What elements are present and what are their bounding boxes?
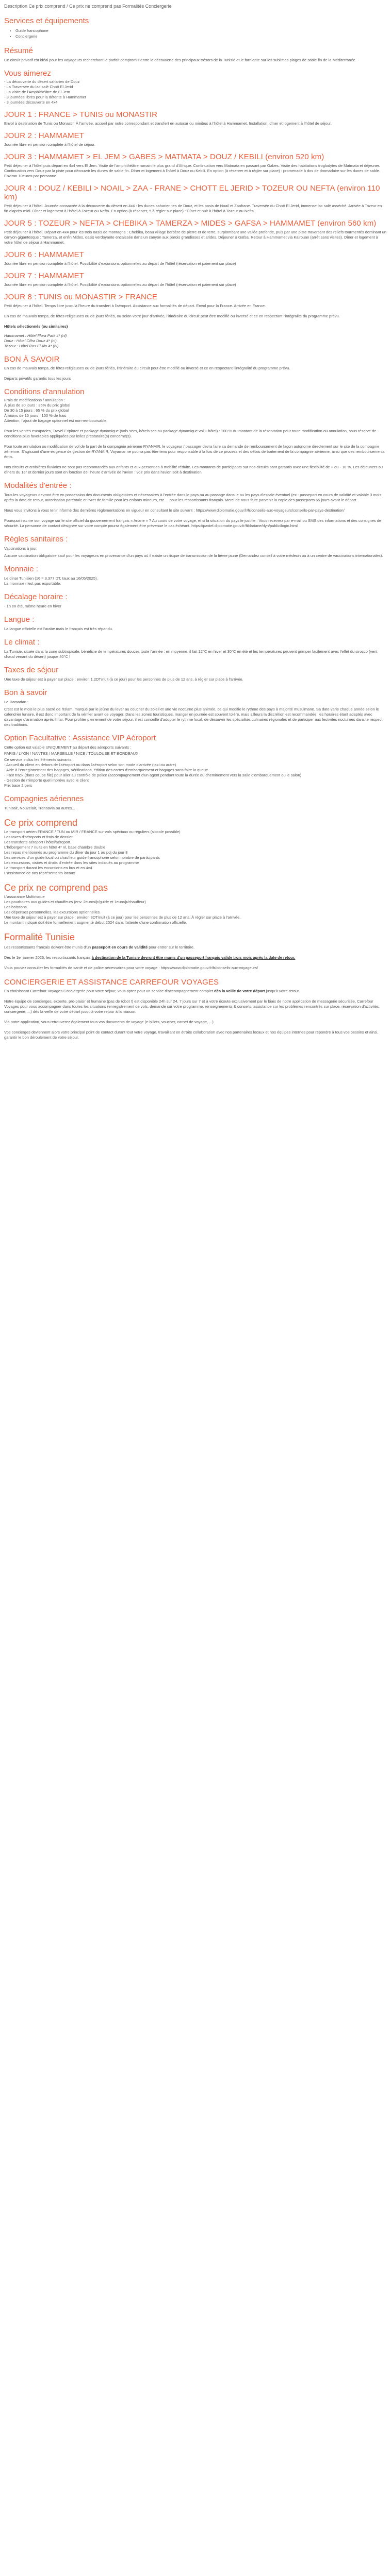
list-item: De 30 à 15 jours : 65 % du prix global bbox=[4, 408, 69, 413]
jour4-title: JOUR 4 : DOUZ / KEBILI > NOAIL > ZAA - FRANE > CHOTT EL JERID > TOZEUR OU NEFTA (environ 110 km) bbox=[4, 184, 380, 201]
vous-aimerez-section bbox=[4, 69, 387, 105]
formalite-text: Dès le 1er janvier 2025, les ressortissants français bbox=[4, 955, 92, 960]
list-item: Le dinar Tunisien (1€ = 3,377 DT, taux au 16/05/2025). bbox=[4, 576, 98, 581]
list-item: - 3 journées libres pour la détente à Hammamet bbox=[4, 95, 86, 99]
list-item: Les boissons bbox=[4, 905, 27, 909]
list-item: L'assurance Multirisque bbox=[4, 894, 45, 899]
resume-title: Résumé bbox=[4, 46, 33, 55]
resume-section bbox=[4, 46, 387, 63]
sanitaires-title: Règles sanitaires : bbox=[4, 535, 68, 544]
option-vip-title: Option Facultative : Assistance VIP Aéroport bbox=[4, 734, 156, 742]
entree-section bbox=[4, 481, 387, 529]
list-item: Les taxes d'aéroports et frais de dossier bbox=[4, 835, 73, 839]
bon-savoir-text: En cas de mauvais temps, de fêtes religieuses ou de jours fériés, l'itinéraire du circuit peut être modifié ou inversé et ce en respectant l'intégralité du programme prévu. bbox=[4, 366, 290, 370]
climat-title: Le climat : bbox=[4, 638, 40, 647]
conciergerie-text: En choisissant Carrefour Voyages Conciergerie pour votre séjour, vous optez pour un service d'accompagnement complet bbox=[4, 989, 215, 993]
list-item: Les dépenses personnelles, les excursions optionnelles bbox=[4, 910, 100, 914]
list-item: Les services d'un guide local ou chauffeur guide francophone selon nombre de participants bbox=[4, 855, 160, 860]
taxes-text: Une taxe de séjour est à payer sur place : environ 1,2DT/nuit (à ce jour) pour les personnes de plus de 12 ans, à régler sur place à l'arrivée. bbox=[4, 677, 243, 682]
langue-section bbox=[4, 615, 387, 632]
list-item: - La découverte du désert saharien de Douz bbox=[4, 79, 80, 84]
vous-aimerez-list bbox=[4, 79, 387, 105]
list-item: Les excursions, visites et droits d'entrée dans les sites indiqués au programme bbox=[4, 860, 139, 865]
list-item: Le transport durant les excursions en bus et en 4x4 bbox=[4, 866, 92, 870]
list-item: • Conciergerie bbox=[15, 33, 387, 39]
annulation-list bbox=[4, 398, 387, 423]
annulation-text: Nos circuits et croisières fluviales ne sont pas recommandés aux enfants et aux personnes à mobilité réduite. Les montants de participants sur nos circuits sont garantis avec une flexibilité de + ou - 10 %. Les déjeuners ou dîners du 1er et dernier jours sont en fonction de l'heure d'arrivée de l'avion : voir prix dans l'avion soit à destination. bbox=[4, 465, 383, 474]
jour5-text: Petit déjeuner à l'hôtel. Départ en 4x4 pour les trois oasis de montagne : Chebika, beau village berbère de pierre et de terre, surplombant une vallée profonde, puis par une piste traversant des reliefs tourmentés dominant un canyon gigantesque : Tamerza, et enfin Mides, oasis verdoyante encaissée dans un canyon aux parois grandioses et arides. Déjeuner à Gafsa. Retour à Hammamet via Kairouan (arrêt sans visites). Dîner et logement à votre hôtel de séjour à Hammamet. bbox=[4, 230, 387, 245]
prix-comprend-section bbox=[4, 817, 387, 876]
jour1-section bbox=[4, 110, 387, 126]
annulation-text: Pour toute annulation ou modification de vol de la part de la compagnie aérienne RYANAIR, le voyageur / passager devra faire sa demande de remboursement de façon autonome directement sur le site de la compagnie aérienne. S'agissant d'une exigence de gestion de RYANAIR, Voyamar ne pourra pas être tenu pour responsable à la fois de ce process et des délais de traitement de la compagnie aérienne, ainsi que des remboursements émis. bbox=[4, 444, 385, 459]
jour5-section bbox=[4, 219, 387, 245]
annulation-title: Conditions d'annulation bbox=[4, 387, 85, 396]
monnaie-list bbox=[4, 576, 387, 586]
conciergerie-text: Via notre application, vous retrouverez également tous vos documents de voyage (e-billets, voucher, carnet de voyage, ...) bbox=[4, 1020, 214, 1024]
conciergerie-intro bbox=[4, 989, 387, 994]
list-item: À plus de 30 jours : 35% du prix global bbox=[4, 403, 70, 408]
prix-comprend-list bbox=[4, 829, 387, 876]
compagnies-section bbox=[4, 794, 387, 811]
climat-section bbox=[4, 638, 387, 659]
list-item: Frais de modifications / annulation : bbox=[4, 398, 65, 402]
formalite-text: pour entrer sur le territoire. bbox=[148, 945, 195, 950]
bon-savoir-departs: Départs privatifs garantis tous les jours bbox=[4, 376, 71, 381]
list-item: Prix base 2 pers bbox=[4, 783, 32, 788]
conciergerie-text: Notre équipe de concierges, experte, pro-plaisir et humaine (pas de robot !) est disponible 24h sur 24, 7 jours sur 7 et à votre écoute exclusivement par le biais de notre application de messagerie sécurisée, Carrefour Voyages pour vous accompagner dans toutes les situations (enregistrement de vols, demande sur votre programme, renseignements & conseils, assistance sur les problèmes rencontrés sur place, réservation d'activités, conciergerie, ...) dès la veille de votre départ jusqu'à votre retour à la maison. bbox=[4, 999, 380, 1014]
conciergerie-text: Vos concierges deviennent alors votre principal point de contact durant tout votre voyage, travaillant en étroite collaboration avec nos partenaires locaux et nos équipes internes pour répondre à tous vos besoins et ainsi, garantir le bon déroulement de votre séjour. bbox=[4, 1030, 379, 1040]
list-item: • Guide francophone bbox=[15, 28, 387, 33]
jour3-text: Petit déjeuner à l'hôtel puis départ en 4x4 vers El Jem. Visite de l'amphithéâtre romain le plus grand d'Afrique. Continuation vers Matmata en passant par Gabes. Visite des habitations troglodytes de Matmata et déjeuner. Continuation vers Douz par la piste pour découvrir les dunes de sable fin. Dîner et logement à l'hôtel à Douz ou Kebili. En option (à réserver et à régler sur place) : promenade à dos de dromadaire sur les dunes de sable. Environ 10euros par personne. bbox=[4, 163, 380, 178]
list-item: Le montant indiqué doit être formellement augmenté début 2024 dans l'attente d'une confirmation officielle. bbox=[4, 920, 187, 925]
list-item: Les pourboires aux guides et chauffeurs (env. 2euros/jr/guide et 1euro/jr/chauffeur) bbox=[4, 900, 146, 904]
jour6-text: Journée libre en pension complète à l'hôtel. Possibilité d'excursions optionnelles au départ de l'hôtel (réservation et paiement sur place) bbox=[4, 261, 236, 266]
bon-savoir-title: BON À SAVOIR bbox=[4, 355, 60, 364]
entree-title: Modalités d'entrée : bbox=[4, 481, 72, 490]
option-vip-section bbox=[4, 734, 387, 788]
ramadan-title: Le Ramadan : bbox=[4, 700, 29, 704]
bon-avoir-title: Bon à savoir bbox=[4, 688, 47, 697]
climat-text: La Tunisie, située dans la zone subtropicale, bénéficie de températures douces toute l'année : en moyenne, il fait 12°C en hiver et 30°C en été et les températures peuvent grimper facilement avec l'effet du sirocco (vent chaud venant du désert) jusque 40°C ! bbox=[4, 649, 378, 659]
sanitaires-section bbox=[4, 535, 387, 558]
langue-title: Langue : bbox=[4, 615, 35, 624]
formalite-title: Formalité Tunisie bbox=[4, 932, 75, 942]
jour3-section bbox=[4, 152, 387, 179]
bon-savoir-section bbox=[4, 355, 387, 381]
jour4-text: Petit déjeuner à l'hôtel. Journée consacrée à la découverte du désert en 4x4 : les dunes sahariennes de Douz, et les oasis de Noail et Zaafrane. Traversée du Chott El Jerid, immense lac salé asséché. Arrivée à Tozeur en fin d'après-midi. Dîner et logement à l'hôtel à Tozeur ou Nefta. En option (à réserver, 5 à régler sur place) : Dîner et nuit à l'hôtel à Tozeur ou Nefta. bbox=[4, 204, 382, 213]
services-section bbox=[4, 16, 387, 39]
option-vip-airports: PARIS / LYON / NANTES / MARSEILLE / NICE / TOULOUSE ET BORDEAUX bbox=[4, 751, 139, 756]
services-title: Services et équipements bbox=[4, 16, 89, 25]
formalite-section bbox=[4, 931, 387, 971]
list-item: Hammamet : Hôtel Flora Park 4* (nl) bbox=[4, 333, 67, 338]
list-item: - Accueil du client en dehors de l'aéroport ou dans l'aéroport selon son mode d'arrivée (taxi ou autre) bbox=[4, 762, 176, 767]
jour1-text: Envol à destination de Tunis ou Monastir. À l'arrivée, accueil par notre correspondant et transfert en autocar ou minibus à l'hôtel à Hammamet. Installation, dîner et logement à l'hôtel de séjour. bbox=[4, 121, 332, 126]
jour2-section bbox=[4, 131, 387, 147]
bon-avoir-section bbox=[4, 688, 387, 727]
decalage-title: Décalage horaire : bbox=[4, 592, 68, 601]
option-vip-list bbox=[4, 757, 387, 788]
taxes-title: Taxes de séjour bbox=[4, 666, 59, 674]
ramadan-text: C'est est le mois le plus sacré de l'Islam, marqué par le jeûne du lever au coucher du soleil et une vie nocturne plus animée, ce qui modifie le rythme des pays à majorité musulmane. Sa date varie chaque année selon le calendrier lunaire, il est donc important de la vérifier avant de voyager. Dans les zones touristiques, manger en journée est souvent toléré, mais ailleurs la discrétion est recommandée, les horaires étant adaptés avec davantage d'animation après l'Iftar. Pour profiter pleinement de votre séjour, il est conseillé d'adopter le rythme local, de découvrir les spécialités culinaires régionales et de participer aux festivités nocturnes dans le respect des traditions. bbox=[4, 707, 383, 727]
formalite-emphasis: passeport en cours de validité bbox=[92, 945, 148, 950]
list-item: Tozeur : Hôtel Ras El Ain 4* (nl) bbox=[4, 344, 59, 348]
jour7-text: Journée libre en pension complète à l'hôtel. Possibilité d'excursions optionnelles au départ de l'hôtel (réservation et paiement sur place) bbox=[4, 282, 236, 287]
conciergerie-text: jusqu'à votre retour. bbox=[265, 989, 300, 993]
list-item: Une taxe de séjour est à payer sur place : environ 3DT/nuit (à ce jour) pour les personnes de plus de 12 ans. À régler sur place à l'arrivée. bbox=[4, 915, 241, 920]
decalage-section bbox=[4, 592, 387, 609]
jour7-section bbox=[4, 272, 387, 287]
jour4-section bbox=[4, 184, 387, 214]
list-item: L'assistance de nos représentants locaux bbox=[4, 871, 75, 875]
list-item: - Fast track (dans coupe file) pour aller au contrôle de police (accompagnement d'un agent pendant toute la durée du cheminement vers la salle d'embarquement ou le salon) bbox=[4, 773, 302, 777]
prix-ne-comprend-title: Ce prix ne comprend pas bbox=[4, 883, 108, 893]
list-item: Attention, l'ajout de bagage optionnel est non-remboursable. bbox=[4, 418, 108, 423]
prix-ne-comprend-list bbox=[4, 894, 387, 925]
list-item: Ce service inclus les éléments suivants : bbox=[4, 757, 74, 762]
decalage-text: - 1h en été, même heure en hiver bbox=[4, 604, 61, 608]
entree-text: Nous vous invitons à vous tenir informé des dernières réglementations en vigueur en consultant le site suivant : https://www.diplomatie.gouv.fr/fr/conseils-aux-voyageurs/conseils-par-pays-destination/ bbox=[4, 508, 345, 513]
conciergerie-emphasis: dès la veille de votre départ bbox=[214, 989, 265, 993]
resume-text: Ce circuit privatif est idéal pour les voyageurs recherchant le parfait compromis entre la découverte des principaux trésors de la Tunisie et le farniente sur les sublimes plages de sable fin de la Méditerranée. bbox=[4, 58, 356, 62]
compagnies-title: Compagnies aériennes bbox=[4, 794, 84, 803]
list-item: - La visite de l'Amphithéâtre de El Jem bbox=[4, 90, 70, 94]
jour8-section bbox=[4, 293, 387, 309]
jour6-section bbox=[4, 250, 387, 266]
section-nav[interactable]: Description Ce prix comprend / Ce prix ne comprend pas Formalités Conciergerie bbox=[4, 4, 172, 9]
jour1-title: JOUR 1 : FRANCE > TUNIS ou MONASTIR bbox=[4, 110, 158, 119]
hotels-section bbox=[4, 324, 387, 349]
list-item: À moins de 15 jours : 100 % de frais bbox=[4, 413, 67, 418]
hotels-list bbox=[4, 333, 387, 349]
list-item: Les transferts aéroport / hôtel/aéroport. bbox=[4, 840, 72, 844]
list-item: - La Traversée du lac salé Chott El Jerid bbox=[4, 84, 73, 89]
sanitaires-text: Aucune vaccination obligatoire sauf pour les voyageurs en provenance d'un pays où il existe un risque de transmission de la fièvre jaune (Demandez conseil à votre médecin ou à un centre de vaccinations internationales). bbox=[4, 553, 383, 558]
list-item: L'hébergement 7 nuits en hôtel 4* nl, base chambre double bbox=[4, 845, 106, 850]
circuit-note: En cas de mauvais temps, de fêtes religieuses ou de jours fériés, ou selon votre jour d'arrivée, l'itinéraire du circuit peut être modifié ou inversé et ce en respectant l'intégralité du programme prévu. bbox=[4, 314, 340, 318]
jour2-title: JOUR 2 : HAMMAMET bbox=[4, 131, 85, 140]
taxes-section bbox=[4, 666, 387, 682]
vous-aimerez-title: Vous aimerez bbox=[4, 69, 51, 78]
monnaie-section bbox=[4, 565, 387, 586]
prix-comprend-title: Ce prix comprend bbox=[4, 818, 78, 828]
jour3-title: JOUR 3 : HAMMAMET > EL JEM > GABES > MATMATA > DOUZ / KEBILI (environ 520 km) bbox=[4, 152, 324, 161]
formalite-text: Les ressortissants français doivent être munis d'un bbox=[4, 945, 92, 950]
prix-ne-comprend-section bbox=[4, 882, 387, 925]
hotels-title: Hôtels sélectionnés (ou similaires) bbox=[4, 324, 68, 329]
formalite-2025 bbox=[4, 955, 387, 960]
list-item: - 3 journées découverte en 4x4 bbox=[4, 100, 58, 105]
formalite-passport bbox=[4, 945, 387, 950]
jour8-title: JOUR 8 : TUNIS ou MONASTIR > FRANCE bbox=[4, 293, 158, 301]
entree-text: Pourquoi inscrire son voyage sur le site officiel du gouvernement français « Ariane » ? Au cours de votre voyage, et si la situation du pays le justifie : Vous recevrez par e-mail ou SMS des informations et des consignes de sécurité. La personne de contact désignée sur votre compte pourra également être prévenue le cas échéant. https://pastel.diplomatie.gouv.fr/fildariane/dyn/public/login.html bbox=[4, 518, 382, 528]
jour5-title: JOUR 5 : TOZEUR > NEFTA > CHEBIKA > TAMERZA > MIDES > GAFSA > HAMMAMET (environ 560 km) bbox=[4, 219, 377, 228]
sanitaires-line: Vaccinations à jour. bbox=[4, 546, 38, 551]
formalite-link-text[interactable]: Vous pouvez consulter les formalités de santé et de police nécessaires pour votre voyage : https://www.diplomatie.gouv.fr/fr/conseils-aux-voyageurs/ bbox=[4, 965, 258, 970]
jour2-text: Journée libre en pension complète à l'hôtel de séjour. bbox=[4, 142, 95, 147]
list-item: - Gestion de n'importe quel imprévu avec le client bbox=[4, 778, 89, 783]
list-item: La monnaie n'est pas exportable. bbox=[4, 581, 61, 586]
jour8-text: Petit déjeuner à l'hôtel. Temps libre jusqu'à l'heure du transfert à l'aéroport. Assistance aux formalités de départ. Envol pour la France. Arrivée en France. bbox=[4, 303, 266, 308]
conciergerie-section bbox=[4, 978, 387, 1040]
services-list bbox=[4, 28, 387, 39]
langue-text: La langue officielle est l'arabe mais le français est très répandu. bbox=[4, 626, 113, 631]
list-item: Les repas mentionnés au programme du dîner du jour 1 au pdj du jour 8 bbox=[4, 850, 128, 855]
option-vip-text: Cette option est valable UNIQUEMENT au départ des aéroports suivants : bbox=[4, 745, 132, 750]
annulation-text: Pour les ventes escapades, Travel Explorer et package dynamique (vols secs, hôtels sec ou package dynamique vol + hôtel) : 100 % du montant de la réservation pour toute modification ou annulation, sous réserve de conditions plus favorables appliquées par le/les prestataire(s) concerné(s). bbox=[4, 429, 377, 438]
jour7-title: JOUR 7 : HAMMAMET bbox=[4, 272, 85, 280]
entree-text: Tous les voyageurs devront être en possession des documents obligatoires et nécessaires à l'entrée dans le pays ou au passage dans le ou les pays d'escale éventuel (ex : passeport en cours de validité et valable 3 mois après la date de retour, autorisation parentale et livret de famille pour les enfants mineurs, etc.... pour les ressortissants français. Merci de nous faire parvenir la copie des passeports 65 jours avant le départ. bbox=[4, 493, 382, 502]
monnaie-title: Monnaie : bbox=[4, 565, 38, 573]
jour6-title: JOUR 6 : HAMMAMET bbox=[4, 250, 85, 259]
list-item: Douz : Hôtel Offra Douz 4* (nl) bbox=[4, 338, 57, 343]
list-item: - Aide à l'enregistrement des bagages, vérifications, édition des cartes d'embarquement et bagages sans faire la queue bbox=[4, 768, 208, 772]
annulation-section bbox=[4, 387, 387, 475]
compagnies-text: Tunisair, Nouvelair, Transavia ou autres... bbox=[4, 806, 75, 810]
list-item: Le transport aérien FRANCE / TUN ou MIR / FRANCE sur vols spéciaux ou réguliers (siocole possible) bbox=[4, 829, 181, 834]
page bbox=[0, 0, 391, 1040]
conciergerie-title: CONCIERGERIE ET ASSISTANCE CARREFOUR VOYAGES bbox=[4, 978, 219, 987]
formalite-emphasis: à destination de la Tunisie devront être munis d'un passeport français valide trois mois après la date de retour. bbox=[91, 955, 296, 960]
